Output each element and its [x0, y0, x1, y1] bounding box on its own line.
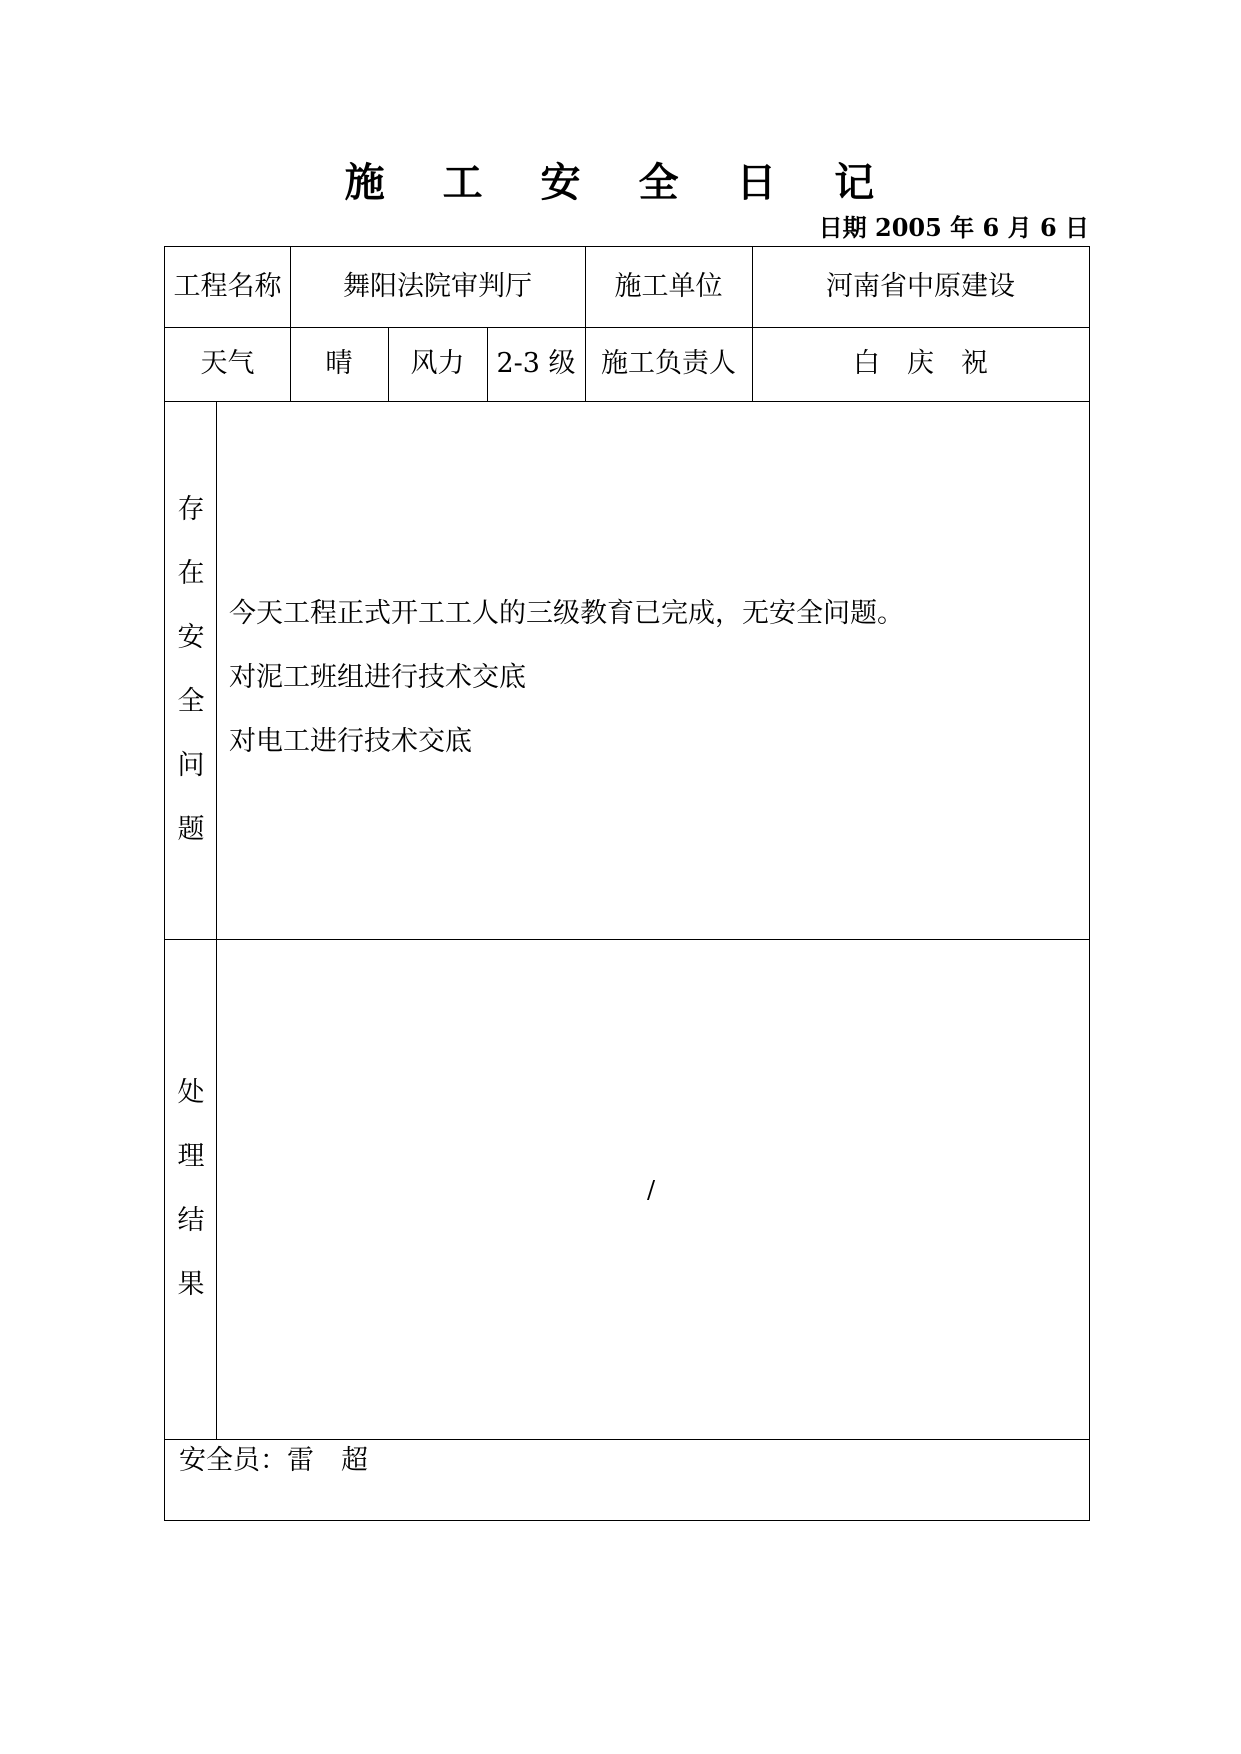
project-name-value: 舞阳法院审判厅 [343, 271, 532, 302]
document-date: 日期 2005 年 6 月 6 日 [818, 213, 1089, 242]
label-char: 题 [177, 814, 205, 845]
construction-unit-label: 施工单位 [614, 271, 723, 302]
weather-label: 天气 [200, 348, 255, 379]
safety-issues-content [229, 582, 904, 774]
handling-result-label [165, 939, 217, 1439]
label-char: 理 [177, 1141, 205, 1172]
row-divider [165, 401, 1089, 402]
issue-line: 对泥工班组进行技术交底 [229, 662, 526, 693]
label-char: 处 [177, 1077, 205, 1108]
site-manager-label: 施工负责人 [601, 348, 736, 379]
construction-unit-value: 河南省中原建设 [826, 271, 1015, 302]
issue-line: 对电工进行技术交底 [229, 726, 472, 757]
label-char: 在 [177, 558, 205, 589]
label-char: 结 [177, 1205, 205, 1236]
project-name-label: 工程名称 [173, 271, 282, 302]
label-char: 全 [177, 686, 205, 717]
label-char: 问 [177, 750, 205, 781]
handling-result-content: / [647, 1176, 656, 1204]
label-char: 安 [177, 622, 205, 653]
weather-value: 晴 [325, 348, 353, 379]
wind-label: 风力 [410, 348, 465, 379]
safety-issues-label [165, 401, 217, 939]
site-manager-value: 白 庆 祝 [853, 348, 988, 379]
document-title: 施 工 安 全 日 记 [344, 159, 897, 206]
issue-line: 今天工程正式开工工人的三级教育已完成，无安全问题。 [229, 598, 904, 629]
label-char: 果 [177, 1269, 205, 1300]
safety-officer: 安全员：雷 超 [179, 1444, 368, 1476]
wind-value: 2-3 级 [496, 348, 576, 379]
label-char: 存 [177, 494, 205, 525]
safety-diary-table [164, 246, 1090, 1521]
row-divider [165, 939, 1089, 940]
